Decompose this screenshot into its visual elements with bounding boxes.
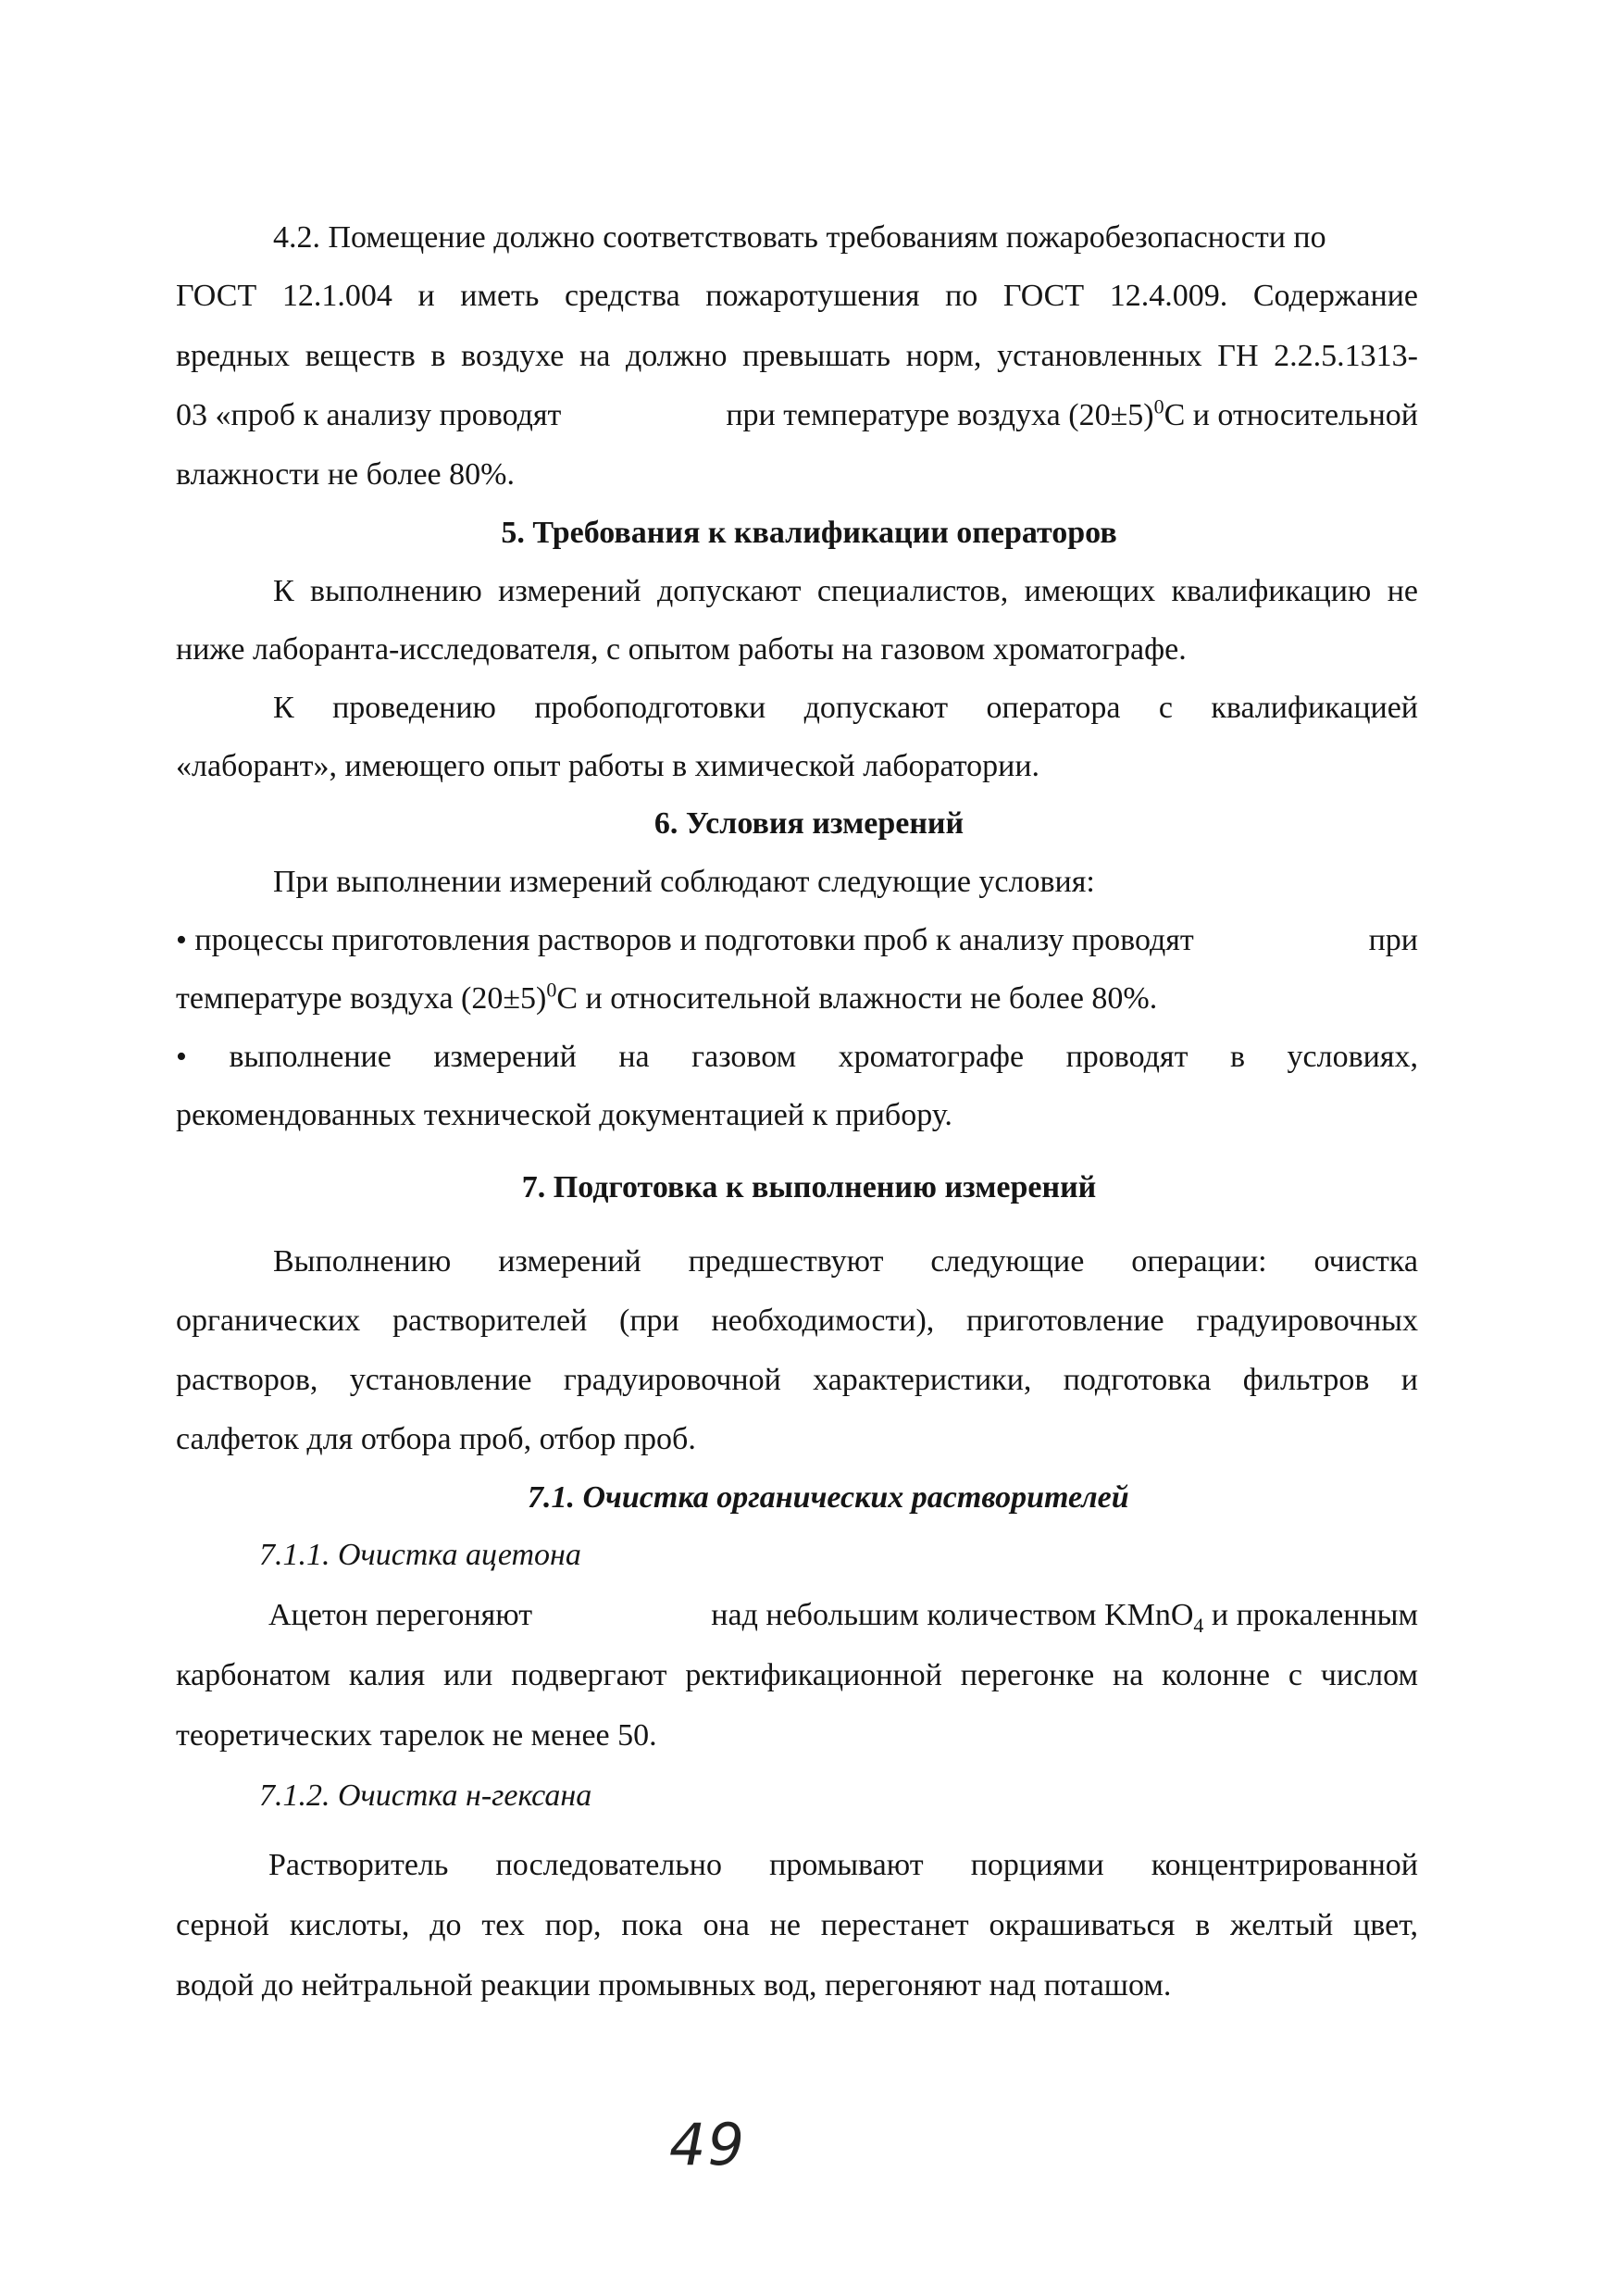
section-5-p1-line-2 [176,631,1187,668]
section-6-heading: 6. Условия измерений [653,806,965,841]
kmno4-text: над небольшим количеством KMnO [711,1598,1194,1632]
section-5-p1-line-1 [273,573,1418,610]
section-7-heading: 7. Подготовка к выполнению измерений [521,1170,1097,1204]
text: ниже лаборанта-исследователя, с опытом работы на газовом хроматографе. [176,632,1187,667]
section-5-p2-line-1 [273,690,1418,727]
page-number: 49 [669,2111,746,2178]
acetone-line-3 [176,1717,657,1754]
hexane-line-2 [176,1907,1418,1944]
section-7-1-1-heading: 7.1.1. Очистка ацетона [259,1538,581,1572]
text-part-a: Ацетон перегоняют [268,1598,533,1632]
degree-sup: 0 [1153,394,1164,418]
text-part-c: С и относительной [1164,398,1418,432]
text: «лаборант», имеющего опыт работы в химической лаборатории. [176,749,1040,783]
text: К выполнению измерений допускают специалистов, имеющих квалификацию не [273,574,1418,608]
degree-sup: 0 [546,978,557,1002]
section-6-bullet-2-line-1 [176,1039,1418,1076]
text-part-b [726,394,1418,434]
text-part-b: при [1368,923,1418,957]
text: серной кислоты, до тех пор, пока она не перестанет окрашиваться в желтый цвет, [176,1908,1418,1942]
text: 4.2. Помещение должно соответствовать требованиям пожаробезопасности по [273,220,1326,255]
text-part-a: • процессы приготовления растворов и подготовки проб к анализу проводят [176,923,1194,957]
section-7-p1-line-3 [176,1362,1418,1399]
section-7-p1-line-4 [176,1421,696,1458]
text: вредных веществ в воздухе на должно превышать норм, установленных ГН 2.2.5.1313- [176,339,1418,373]
section-7-p1-line-1 [273,1243,1418,1280]
text: • выполнение измерений на газовом хроматографе проводят в условиях, [176,1040,1418,1074]
text-part-a: температуре воздуха (20±5) [176,981,547,1016]
temperature-text: при температуре воздуха (20±5) [726,398,1154,432]
section-6-bullet-2-line-2 [176,1097,952,1134]
section-4-2-line-2 [176,278,1418,315]
text-part-b: С и относительной влажности не более 80%. [556,981,1158,1016]
section-5-heading: 5. Требования к квалификации операторов [501,516,1117,550]
section-6-intro [273,864,1095,901]
text: влажности не более 80%. [176,457,515,492]
text: рекомендованных технической документацией к прибору. [176,1098,952,1132]
section-4-2-line-3 [176,338,1418,375]
text: К проведению пробоподготовки допускают оператора с квалификацией [273,691,1418,725]
text: водой до нейтральной реакции промывных вод, перегоняют над поташом. [176,1968,1172,2003]
section-7-1-2-heading: 7.1.2. Очистка н-гексана [259,1778,592,1813]
hexane-line-3 [176,1967,1171,2004]
section-4-2-line-1 [273,219,1418,256]
text: салфеток для отбора проб, отбор проб. [176,1422,696,1456]
text-part-a: 03 «проб к анализу проводят [176,398,562,432]
text: теоретических тарелок не менее 50. [176,1718,657,1753]
text: ГОСТ 12.1.004 и иметь средства пожаротушения по ГОСТ 12.4.009. Содержание [176,279,1418,313]
text-part-c: и прокаленным [1203,1598,1418,1632]
section-4-2-line-4 [176,394,1418,434]
section-4-2-line-5 [176,456,515,493]
section-6-bullet-1-line-1 [176,922,1418,959]
acetone-line-1 [268,1597,1418,1637]
section-7-1-heading: 7.1. Очистка органических растворителей [528,1480,1129,1515]
hexane-line-1 [268,1847,1418,1884]
text: карбонатом калия или подвергают ректификационной перегонке на колонне с числом [176,1658,1418,1692]
text: растворов, установление градуировочной характеристики, подготовка фильтров и [176,1363,1418,1397]
text: Растворитель последовательно промывают порциями концентрированной [268,1848,1418,1882]
subscript-4: 4 [1193,1613,1204,1637]
text: При выполнении измерений соблюдают следующие условия: [273,865,1095,899]
acetone-line-2 [176,1657,1418,1694]
text: органических растворителей (при необходимости), приготовление градуировочных [176,1304,1418,1338]
section-5-p2-line-2 [176,748,1039,785]
section-6-bullet-1-line-2 [176,980,1157,1017]
section-7-p1-line-2 [176,1303,1418,1340]
text: Выполнению измерений предшествуют следующие операции: очистка [273,1244,1418,1279]
text-part-b [711,1597,1418,1637]
